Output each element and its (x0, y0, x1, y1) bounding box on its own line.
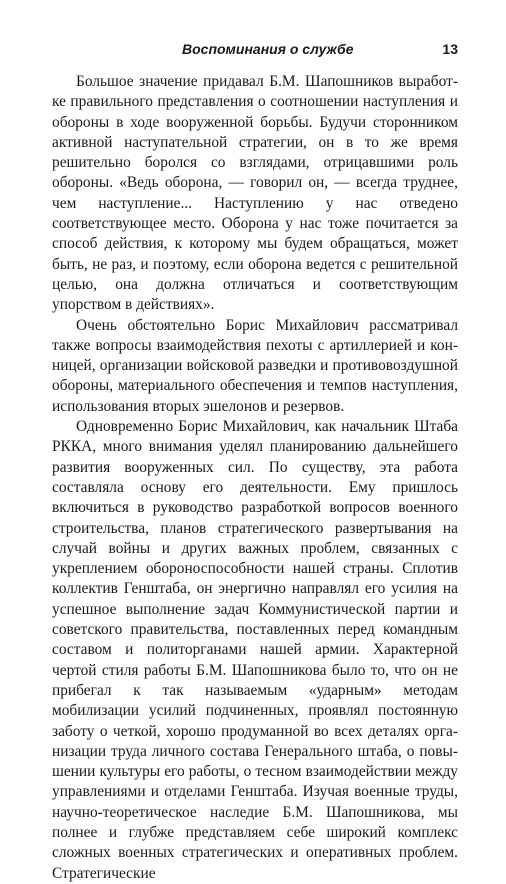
body-text (52, 72, 458, 884)
paragraph: Одновременно Борис Михайлович, как начальник Штаба РККА, много внимания уделял планированию дальнейшего развития вооруженных сил. По существу, эта работа составляла основу его деятельности. Ему пришлось включиться в руководство разработкой вопросов военного строительства, планов стратегического развертывания на случай войны и других важных проблем, связанных с укреплением обороноспособности нашей страны. Сплотив коллектив Генштаба, он энергично направлял его усилия на успешное выполнение задач Коммунистической партии и советского правительства, поставленных перед командным составом и политорганами нашей армии. Характерной чертой стиля работы Б.М. Шапошникова было то, что он не прибегал к так называемым «ударным» методам мобилизации усилий подчиненных, проявлял постоянную заботу о четкой, хорошо продуманной во всех деталях организации труда личного состава Генерального штаба, о повышении культуры его работы, о тесном взаимодействии между управлениями и отделами Генштаба. Изучая военные труды, научно-теоретическое наследие Б.М. Шапошникова, мы полнее и глубже представляем себе широкий комплекс сложных военных стратегических и оперативных проблем. Стратегические (52, 418, 458, 882)
paragraph: Очень обстоятельно Борис Михайлович рассматривал также вопросы взаимодействия пехоты с артиллерией и конницей, организации войсковой разведки и противовоздушной обороны, материального обеспечения и темпов наступления, использования вторых эшелонов и резервов. (52, 316, 458, 415)
page-number: 13 (442, 41, 458, 57)
paragraph: Большое значение придавал Б.М. Шапошников выработке правильного представления о соотношении наступления и обороны в ходе вооруженной борьбы. Будучи сторонником активной наступательной стратегии, он в то же время решительно боролся со взглядами, отрицавшими роль обороны. «Ведь оборона, — говорил он, — всегда труднее, чем наступление... Наступлению у нас отведено соответствующее место. Оборона у нас тоже почитается за способ действия, к которому мы будем обращаться, может быть, не раз, и поэтому, если оборона ведется с решительной целью, она должна отличаться и соответствующим упорством в действиях». (52, 73, 458, 314)
running-head-title: Воспоминания о службе (182, 41, 354, 57)
running-header (52, 40, 458, 62)
